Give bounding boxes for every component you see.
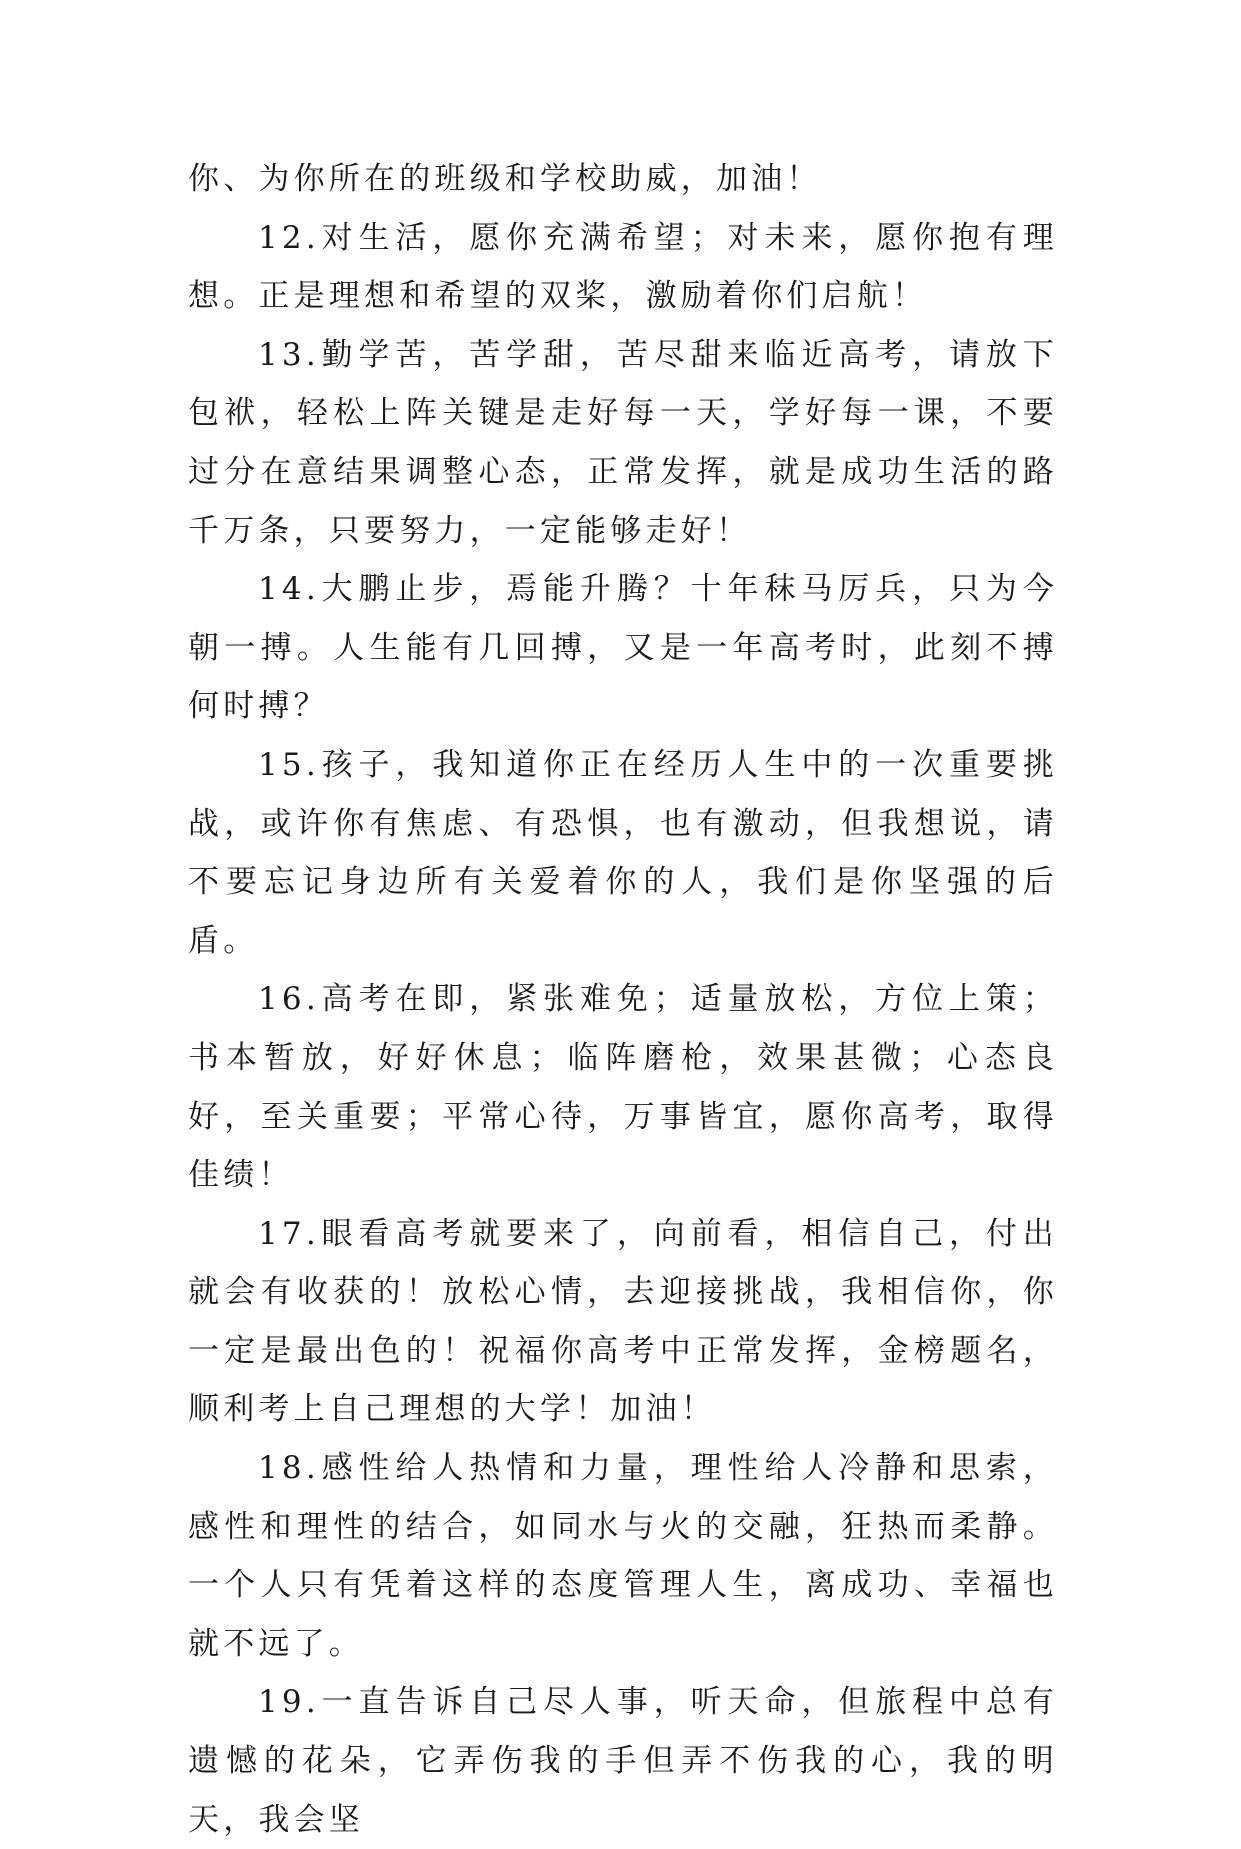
paragraph-19: 19.一直告诉自己尽人事，听天命，但旅程中总有遗憾的花朵，它弄伤我的手但弄不伤我的心，我的明天，我会坚 bbox=[188, 1684, 1058, 1838]
paragraph-16: 16.高考在即，紧张难免；适量放松，方位上策；书本暂放，好好休息；临阵磨枪，效果甚微；心态良好，至关重要；平常心待，万事皆宜，愿你高考，取得佳绩！ bbox=[188, 981, 1058, 1194]
paragraph-12: 12.对生活，愿你充满希望；对未来，愿你抱有理想。正是理想和希望的双桨，激励着你们启航！ bbox=[188, 219, 1058, 315]
paragraph-15: 15.孩子，我知道你正在经历人生中的一次重要挑战，或许你有焦虑、有恐惧，也有激动，但我想说，请不要忘记身边所有关爱着你的人，我们是你坚强的后盾。 bbox=[188, 746, 1058, 959]
paragraph-14: 14.大鹏止步，焉能升腾？十年秣马厉兵，只为今朝一搏。人生能有几回搏，又是一年高考时，此刻不搏何时搏？ bbox=[188, 571, 1058, 725]
paragraph-17: 17.眼看高考就要来了，向前看，相信自己，付出就会有收获的！放松心情，去迎接挑战，我相信你，你一定是最出色的！祝福你高考中正常发挥，金榜题名，顺利考上自己理想的大学！加油！ bbox=[188, 1215, 1058, 1428]
document-body bbox=[188, 150, 1058, 1849]
paragraph-13: 13.勤学苦，苦学甜，苦尽甜来临近高考，请放下包袱，轻松上阵关键是走好每一天，学好每一课，不要过分在意结果调整心态，正常发挥，就是成功生活的路千万条，只要努力，一定能够走好！ bbox=[188, 336, 1058, 549]
paragraph-18: 18.感性给人热情和力量，理性给人冷静和思索，感性和理性的结合，如同水与火的交融，狂热而柔静。一个人只有凭着这样的态度管理人生，离成功、幸福也就不远了。 bbox=[188, 1450, 1058, 1662]
paragraph-11-continuation: 你、为你所在的班级和学校助威，加油！ bbox=[188, 161, 822, 197]
